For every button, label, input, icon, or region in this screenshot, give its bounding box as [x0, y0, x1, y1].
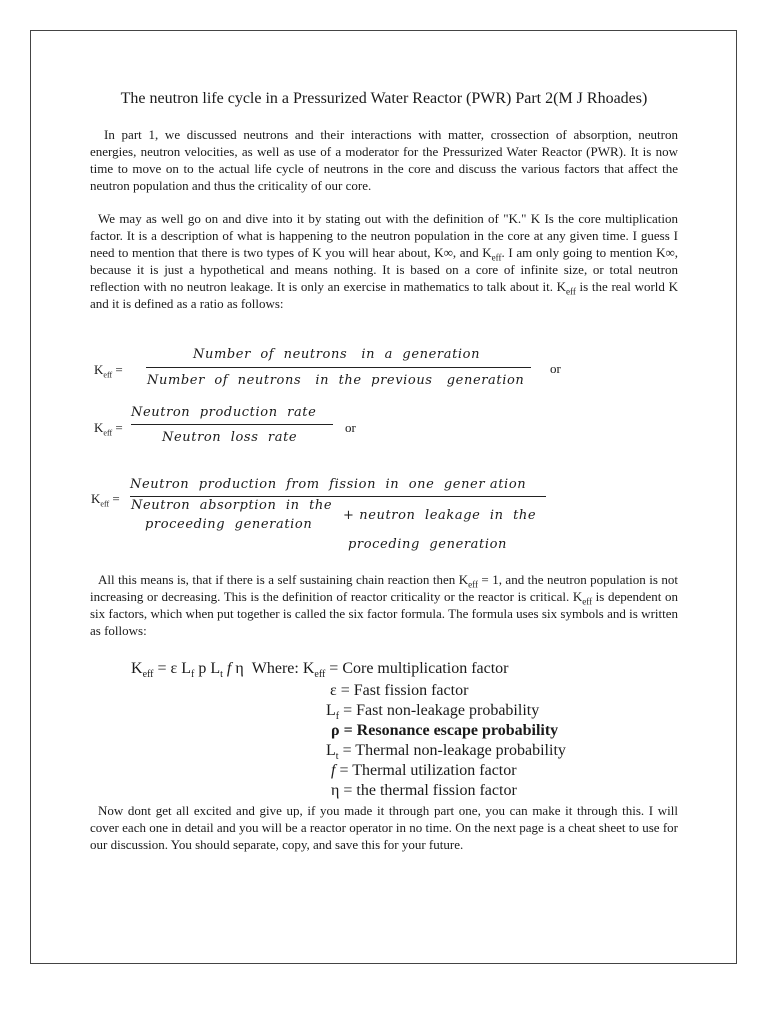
keff-label: $K_{eff}$ =: [91, 491, 120, 509]
eq3-fraction-bar: [130, 496, 546, 497]
six-factor-formula: $K_{eff} = \varepsilon$ $L_f$ p $L_t$ f η Where: $K_{eff}$ = Core multiplication factor: [131, 660, 509, 681]
paragraph-k-definition: [90, 210, 678, 312]
eq1-numerator: Number of neutrons in a generation: [193, 347, 481, 362]
para2-part-a: We may as well go on and dive into it by stating out with the definition of "K." K Is the core multiplication factor. It is a description of what is happening to the neutron population in the core at any given time. I guess I need to mention that there is two types of K you will hear about, K∞, and K: [90, 211, 678, 260]
para2-part-b: . I am only going to mention K∞, because it is just a hypothetical and means nothing. It is based on a core of infinite size, or total neutron reflection with no neutron leakage. It is only an exercise in mathematics to talk about it. K: [90, 245, 678, 294]
subscript-eff: eff: [491, 252, 502, 263]
eq3-denominator-line4: proceding generation: [348, 537, 508, 552]
eq2-fraction-bar: [131, 424, 333, 425]
or-label: or: [550, 361, 561, 376]
def-thermal-utilization: f = Thermal utilization factor: [331, 762, 517, 779]
def-fast-nonleakage: $L_f$ = Fast non-leakage probability: [326, 702, 540, 723]
eq2-numerator: Neutron production rate: [131, 405, 317, 420]
subscript-eff: eff: [566, 286, 576, 297]
document-title: The neutron life cycle in a Pressurized Water Reactor (PWR) Part 2(M J Rhoades): [120, 90, 648, 107]
eq2-denominator: Neutron loss rate: [162, 430, 298, 445]
paragraph-criticality: All this means is, that if there is a self sustaining chain reaction then $K_{eff} = 1$, and the neutron population is not increasing or decreasing. This is the definition of reactor criticality or the reactor is critical. $K_{eff}$ is dependent on six factors, which when put together is called the six factor formula. The formula uses six symbols and is written as follows:: [90, 572, 679, 638]
def-epsilon: ε = Fast fission factor: [330, 682, 469, 699]
eq3-denominator-line3: + neutron leakage in the: [343, 508, 537, 523]
paragraph-intro: In part 1, we discussed neutrons and their interactions with matter, crossection of absorption, neutron energies, neutron velocities, as well as use of a moderator for the Pressurized Water Reactor (PWR). It is now time to move on to the actual life cycle of neutrons in the core and discuss the various factors that affect the neutron population and thus the criticality of our core.: [90, 127, 678, 193]
or-label: or: [345, 420, 356, 435]
eq1-denominator: Number of neutrons in the previous generation: [147, 373, 525, 388]
eq3-denominator-line2: proceeding generation: [145, 517, 313, 532]
keff-label: $K_{eff}$ =: [94, 420, 123, 438]
keff-label: $K_{eff}$ =: [94, 362, 123, 380]
eq3-numerator: Neutron production from fission in one gener ation: [130, 477, 527, 492]
paragraph-closing: Now dont get all excited and give up, if you made it through part one, you can make it through this. I will cover each one in detail and you will be a reactor operator in no time. On the next page is a cheat sheet to use for our discussion. You should separate, copy, and save this for your future.: [90, 803, 678, 852]
para2-part-c: is the real world K and it is defined as a ratio as follows:: [90, 279, 678, 311]
def-eta: η = the thermal fission factor: [331, 782, 517, 799]
eq1-fraction-bar: [146, 367, 531, 368]
def-thermal-nonleakage: $L_t$ = Thermal non-leakage probability: [326, 742, 566, 763]
def-rho: ρ = Resonance escape probability: [331, 722, 559, 739]
eq3-denominator-line1: Neutron absorption in the: [131, 498, 333, 513]
